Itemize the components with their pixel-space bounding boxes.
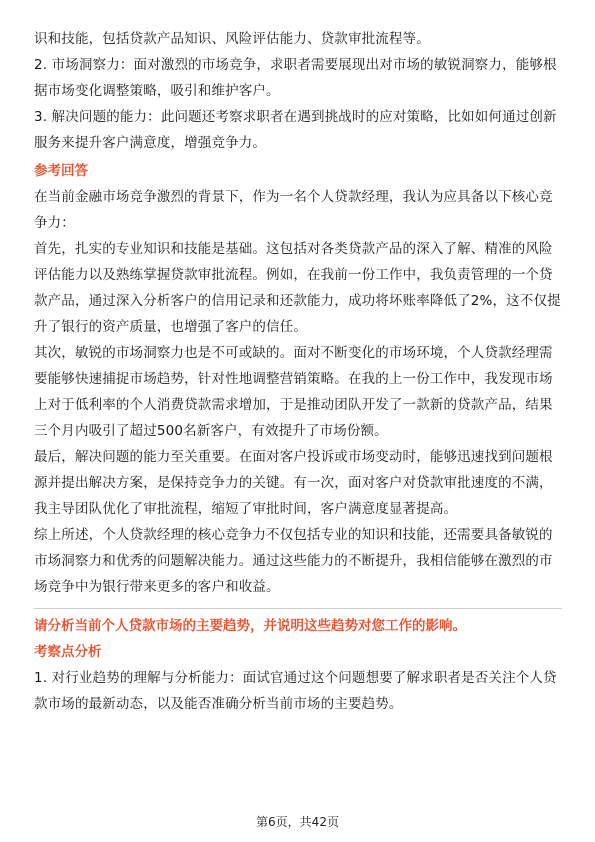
analysis-heading: 考察点分析 [34, 644, 102, 660]
paragraph-skills-continued: 识和技能，包括贷款产品知识、风险评估能力、贷款审批流程等。 [34, 31, 430, 47]
answer-first: 首先，扎实的专业知识和技能是基础。这包括对各类贷款产品的深入了解、精准的风险评估能力以及熟练掌握贷款审批流程。例如，在我前一份工作中，我负责管理的一个贷款产品，通过深入分析客户的信用记录和还款能力，成功将坏账率降低了2%，这不仅提升了银行的资产质量，也增强了客户的信任。 [34, 241, 561, 335]
answer-last: 最后，解决问题的能力至关重要。在面对客户投诉或市场变动时，能够迅速找到问题根源并提出解决方案，是保持竞争力的关键。有一次，面对客户对贷款审批速度的不满，我主导团队优化了审批流程，缩短了审批时间，客户满意度显著提高。 [34, 449, 553, 517]
question-title: 请分析当前个人贷款市场的主要趋势，并说明这些趋势对您工作的影响。 [34, 618, 466, 634]
answer-summary: 综上所述，个人贷款经理的核心竞争力不仅包括专业的知识和技能，还需要具备敏锐的市场洞察力和优秀的问题解决能力。通过这些能力的不断提升，我相信能够在激烈的市场竞争中为银行带来更多的客户和收益。 [34, 527, 553, 595]
paragraph-problem-solving: 3. 解决问题的能力：此问题还考察求职者在遇到挑战时的应对策略，比如如何通过创新服务来提升客户满意度，增强竞争力。 [34, 109, 557, 151]
answer-second: 其次，敏锐的市场洞察力也是不可或缺的。面对不断变化的市场环境，个人贷款经理需要能够快速捕捉市场趋势，针对性地调整营销策略。在我的上一份工作中，我发现市场上对于低利率的个人消费贷款需求增加，于是推动团队开发了一款新的贷款产品，结果三个月内吸引了超过500名新客户，有效提升了市场份额。 [34, 345, 553, 439]
answer-intro: 在当前金融市场竞争激烈的背景下，作为一名个人贷款经理，我认为应具备以下核心竞争力： [34, 189, 553, 231]
analysis-point-1: 1. 对行业趋势的理解与分析能力：面试官通过这个问题想要了解求职者是否关注个人贷款市场的最新动态，以及能否准确分析当前市场的主要趋势。 [34, 670, 557, 712]
answer-heading: 参考回答 [34, 163, 88, 179]
page-content [34, 26, 562, 717]
page-footer: 第6页，共42页 [256, 815, 339, 829]
paragraph-market-insight: 2. 市场洞察力：面对激烈的市场竞争，求职者需要展现出对市场的敏锐洞察力，能够根据市场变化调整策略，吸引和维护客户。 [34, 57, 557, 99]
section-divider [34, 608, 562, 609]
